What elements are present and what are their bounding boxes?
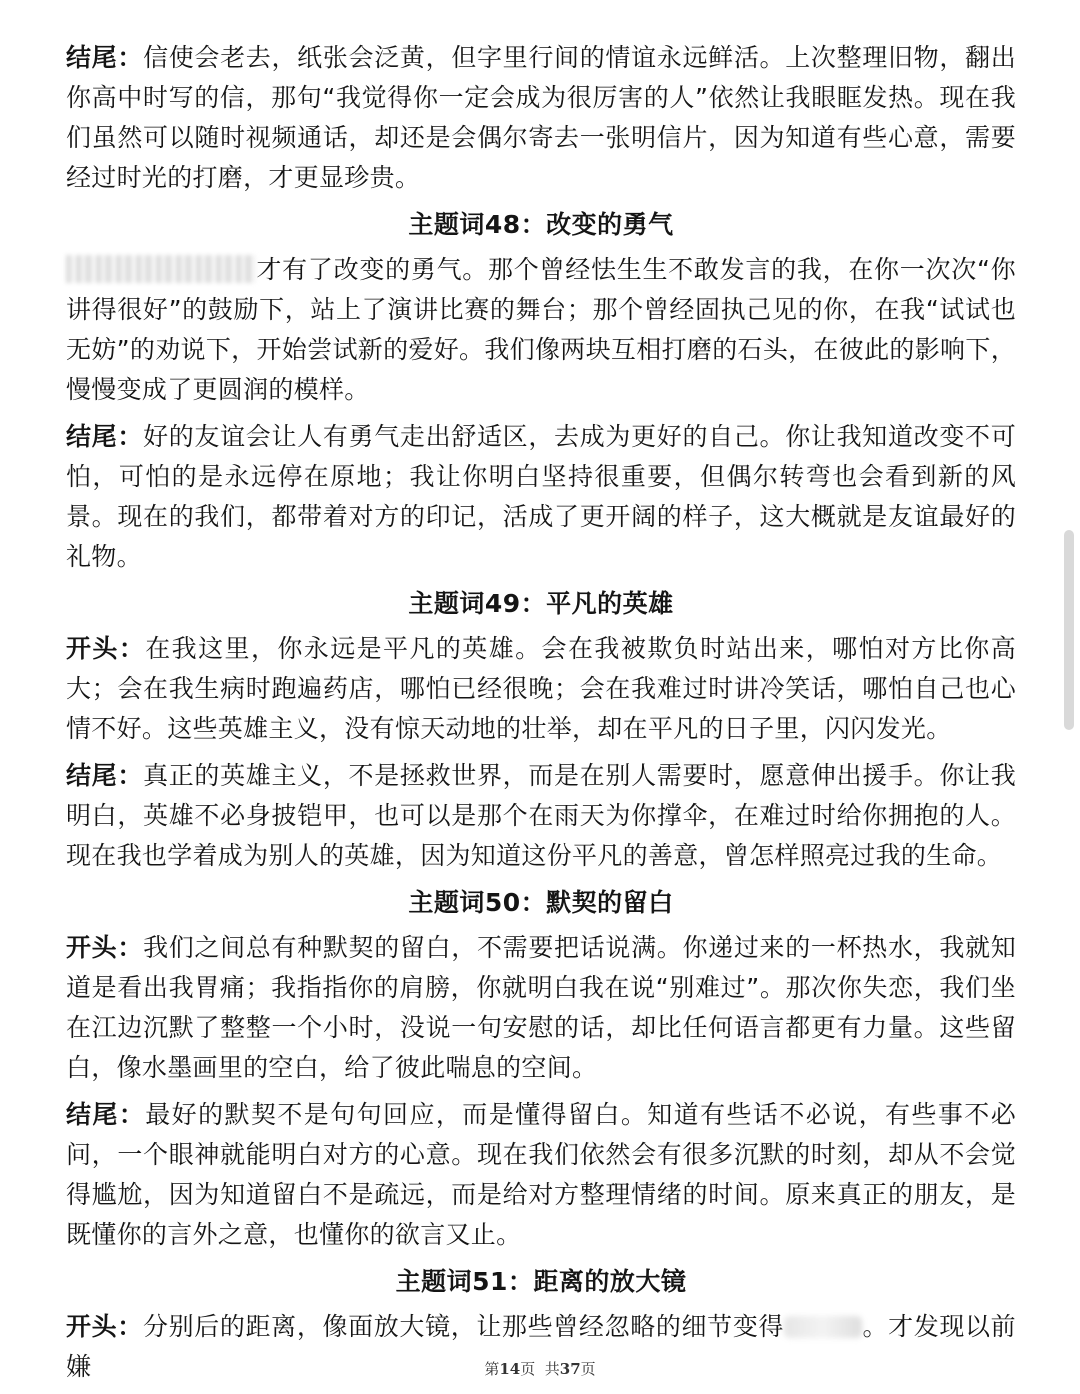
paragraph-text: 真正的英雄主义，不是拯救世界，而是在别人需要时，愿意伸出援手。你让我明白，英雄不必身披铠甲，也可以是那个在雨天为你撑伞，在难过时给你拥抱的人。现在我也学着成为别人的英雄，因为知道这份平凡的善意，曾怎样照亮过我的生命。 (66, 761, 1016, 870)
paragraph-text: 最好的默契不是句句回应，而是懂得留白。知道有些话不必说，有些事不必问，一个眼神就能明白对方的心意。现在我们依然会有很多沉默的时刻，却从不会觉得尴尬，因为知道留白不是疏远，而是给对方整理情绪的时间。原来真正的朋友，是既懂你的言外之意，也懂你的欲言又止。 (66, 1100, 1016, 1249)
paragraph-text: 我们之间总有种默契的留白，不需要把话说满。你递过来的一杯热水，我就知道是看出我胃痛；我指指你的肩膀，你就明白我在说“别难过”。那次你失恋，我们坐在江边沉默了整整一个小时，没说一句安慰的话，却比任何语言都更有力量。这些留白，像水墨画里的空白，给了彼此喘息的空间。 (66, 933, 1016, 1082)
redacted-blur (66, 255, 256, 283)
footer-suffix: 页 (580, 1360, 596, 1378)
footer-mid: 页 共 (520, 1360, 560, 1378)
paragraph-tag: 结尾： (66, 43, 144, 72)
paragraph-opening-49 (66, 629, 1016, 749)
paragraph-text: 分别后的距离，像面放大镜，让那些曾经忽略的细节变得 (142, 1312, 785, 1341)
paragraph-opening-48 (66, 250, 1016, 410)
paragraph-text: 好的友谊会让人有勇气走出舒适区，去成为更好的自己。你让我知道改变不可怕，可怕的是永远停在原地；我让你明白坚持很重要，但偶尔转弯也会看到新的风景。现在的我们，都带着对方的印记，活成了更开阔的样子，这大概就是友谊最好的礼物。 (66, 422, 1016, 571)
total-page-number: 37 (559, 1360, 581, 1378)
paragraph-tag: 开头： (66, 1312, 143, 1341)
paragraph-ending-50 (66, 1095, 1016, 1255)
scrollbar-thumb[interactable] (1064, 530, 1074, 730)
paragraph-ending-49 (66, 756, 1016, 876)
topic-heading-51: 主题词51：距离的放大镜 (395, 1267, 687, 1296)
paragraph-opening-50 (66, 928, 1016, 1088)
paragraph-tag: 结尾： (66, 1100, 146, 1129)
topic-heading-50: 主题词50：默契的留白 (408, 888, 674, 917)
topic-heading-48: 主题词48：改变的勇气 (408, 210, 674, 239)
current-page-number: 14 (499, 1360, 521, 1378)
paragraph-tag: 结尾： (66, 422, 144, 451)
redacted-blur (784, 1316, 862, 1338)
paragraph-tag: 开头： (66, 933, 144, 962)
page-footer (0, 1358, 1080, 1379)
footer-prefix: 第 (484, 1360, 500, 1378)
paragraph-tag: 结尾： (66, 761, 144, 790)
paragraph-text: 在我这里，你永远是平凡的英雄。会在我被欺负时站出来，哪怕对方比你高大；会在我生病时跑遍药店，哪怕已经很晚；会在我难过时讲冷笑话，哪怕自己也心情不好。这些英雄主义，没有惊天动地的壮举，却在平凡的日子里，闪闪发光。 (66, 634, 1016, 743)
paragraph-text: 。才发现以前嫌 (66, 1312, 1016, 1381)
paragraph-tag: 开头： (66, 634, 146, 663)
document-body (66, 38, 1016, 1394)
paragraph-text: 信使会老去，纸张会泛黄，但字里行间的情谊永远鲜活。上次整理旧物，翻出你高中时写的信，那句“我觉得你一定会成为很厉害的人”依然让我眼眶发热。现在我们虽然可以随时视频通话，却还是会偶尔寄去一张明信片，因为知道有些心意，需要经过时光的打磨，才更显珍贵。 (66, 43, 1016, 192)
topic-heading-49: 主题词49：平凡的英雄 (408, 589, 674, 618)
paragraph-ending-48 (66, 417, 1016, 577)
paragraph-ending-47 (66, 38, 1016, 198)
paragraph-text: 才有了改变的勇气。那个曾经怯生生不敢发言的我，在你一次次“你讲得很好”的鼓励下，站上了演讲比赛的舞台；那个曾经固执己见的你，在我“试试也无妨”的劝说下，开始尝试新的爱好。我们像两块互相打磨的石头，在彼此的影响下，慢慢变成了更圆润的模样。 (66, 255, 1016, 404)
